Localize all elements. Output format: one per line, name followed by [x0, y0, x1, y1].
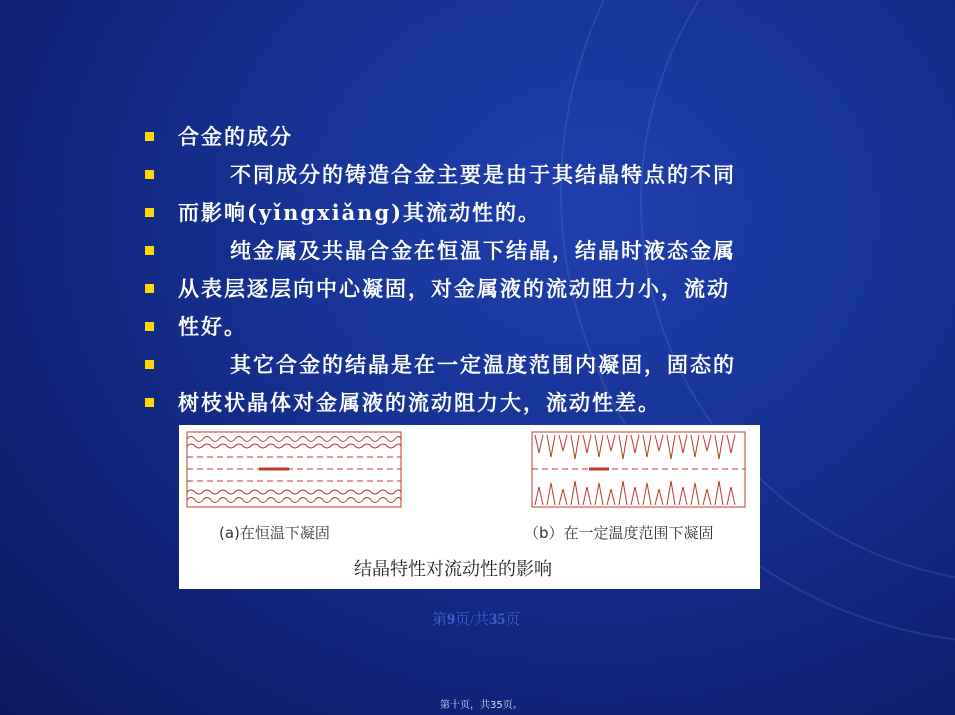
bullet-text: 不同成分的铸造合金主要是由于其结晶特点的不同 — [230, 162, 736, 187]
figure-caption-b: （b）在一定温度范围下凝固 — [524, 524, 714, 542]
page-mid: 页/共 — [455, 612, 490, 628]
page-suffix: 页 — [505, 612, 521, 628]
bullet-square-icon — [145, 132, 154, 141]
bullet-text: 性好。 — [178, 314, 247, 339]
bullet-text: 而影响(yǐngxiǎng)其流动性的。 — [178, 200, 542, 225]
bullet-square-icon — [145, 398, 154, 407]
bullet-item — [140, 118, 830, 156]
bullet-item — [140, 156, 830, 194]
page-total: 35 — [489, 611, 506, 628]
page-prefix: 第 — [432, 612, 448, 628]
bullet-square-icon — [145, 246, 154, 255]
bullet-text: 纯金属及共晶合金在恒温下结晶，结晶时液态金属 — [230, 238, 736, 263]
bullet-square-icon — [145, 360, 154, 369]
diagram-a-constant-temperature — [187, 432, 401, 507]
figure-caption-main: 结晶特性对流动性的影响 — [354, 559, 552, 580]
bullet-text: 其它合金的结晶是在一定温度范围内凝固，固态的 — [230, 352, 736, 377]
bullet-item — [140, 194, 830, 232]
bullet-square-icon — [145, 284, 154, 293]
bullet-item — [140, 270, 830, 308]
bullet-text: 合金的成分 — [178, 124, 293, 149]
bullet-item — [140, 346, 830, 384]
bullet-item — [140, 232, 830, 270]
bullet-text: 树枝状晶体对金属液的流动阻力大，流动性差。 — [178, 390, 661, 415]
bullet-square-icon — [145, 322, 154, 331]
bullet-item — [140, 384, 830, 422]
page-indicator — [432, 608, 520, 629]
solidification-figure — [179, 425, 760, 589]
bullet-text: 从表层逐层向中心凝固，对金属液的流动阻力小，流动 — [178, 276, 730, 301]
page-current: 9 — [447, 611, 456, 628]
diagram-b-temperature-range — [532, 432, 745, 507]
bullet-item — [140, 308, 830, 346]
bullet-list — [140, 118, 830, 422]
figure-caption-a: (a)在恒温下凝固 — [219, 524, 330, 542]
bullet-square-icon — [145, 170, 154, 179]
footer-text: 第十页，共35页。 — [440, 700, 523, 711]
bullet-square-icon — [145, 208, 154, 217]
